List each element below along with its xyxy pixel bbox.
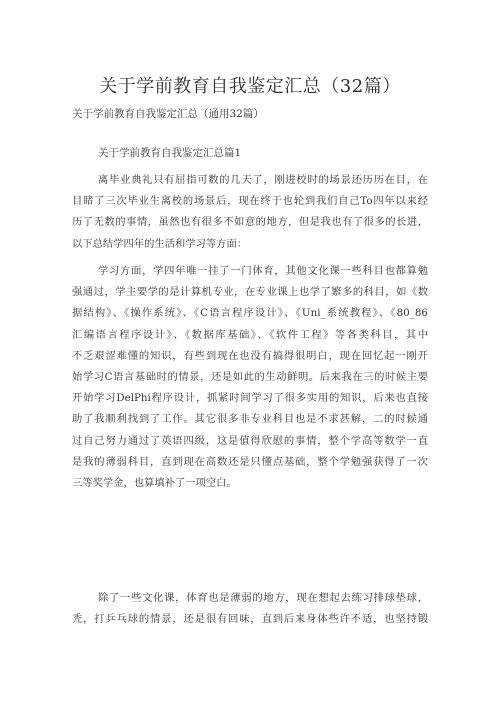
section-heading: 关于学前教育自我鉴定汇总篇1 xyxy=(98,147,242,159)
paragraph-line: 除了一些文化课，体育也是薄弱的地方，现在想起去练习排球垫球， xyxy=(98,592,428,604)
paragraph-line: 秃，打乒乓球的情景，还是很有回味，直到后来身体些许不适，也坚持锻 xyxy=(72,613,428,626)
paragraph-line: 助了我顺利找到了工作。其它很多非专业科目也是不求甚解，二的时候通 xyxy=(72,413,428,426)
paragraph-line: 开始学习DelPhi程序设计，抓紧时间学习了很多实用的知识，后来也直接 xyxy=(72,392,428,405)
paragraph-line: 目睹了三次毕业生离校的场景后，现在终于也轮到我们自己To四年以来经 xyxy=(72,195,428,208)
paragraph-line: 以下总结学四年的生活和学习等方面： xyxy=(72,237,248,250)
paragraph-line: 过自己努力通过了英语四级，这是值得欣慰的事情，整个学高等数学一直 xyxy=(72,434,428,447)
paragraph-2 xyxy=(72,261,428,494)
paragraph-line: 汇编语言程序设计》、《数据库基础》、《软件工程》等各类科目，其中 xyxy=(72,328,428,341)
document-subtitle: 关于学前教育自我鉴定汇总（通用32篇） xyxy=(72,108,264,120)
document-title: 关于学前教育自我鉴定汇总（32篇） xyxy=(99,76,401,97)
paragraph-line: 三等奖学金，也算填补了一项空白。 xyxy=(72,477,237,490)
paragraph-1 xyxy=(72,170,428,255)
paragraph-line: 离毕业典礼只有屈指可数的几天了，刚进校时的场景还历历在目，在 xyxy=(98,174,428,186)
paragraph-line: 是我的薄弱科目，直到现在高数还是只懂点基础，整个学勉强获得了一次 xyxy=(72,455,428,468)
paragraph-line: 历了无数的事情，虽然也有很多不如意的地方，但是我也有了很多的长进， xyxy=(72,216,428,229)
paragraph-line: 强通过，学主要学的是计算机专业，在专业课上也学了繁多的科目，如《数 xyxy=(72,286,428,299)
paragraph-line: 始学习C语言基础时的情景，还是如此的生动鲜明。后来我在三的时候主要 xyxy=(72,371,428,384)
paragraph-line: 不乏艰涩难懂的知识，有些到现在也没有搞得很明白，现在回忆起一刚开 xyxy=(72,349,428,362)
paragraph-3 xyxy=(72,588,428,630)
paragraph-line: 学习方面，学四年唯一挂了一门体育，其他文化课一些科目也都算勉 xyxy=(98,265,428,277)
paragraph-line: 据结构》、《操作系统》、《C语言程序设计》、《Uni_系统教程》、《80_86 xyxy=(72,307,428,320)
